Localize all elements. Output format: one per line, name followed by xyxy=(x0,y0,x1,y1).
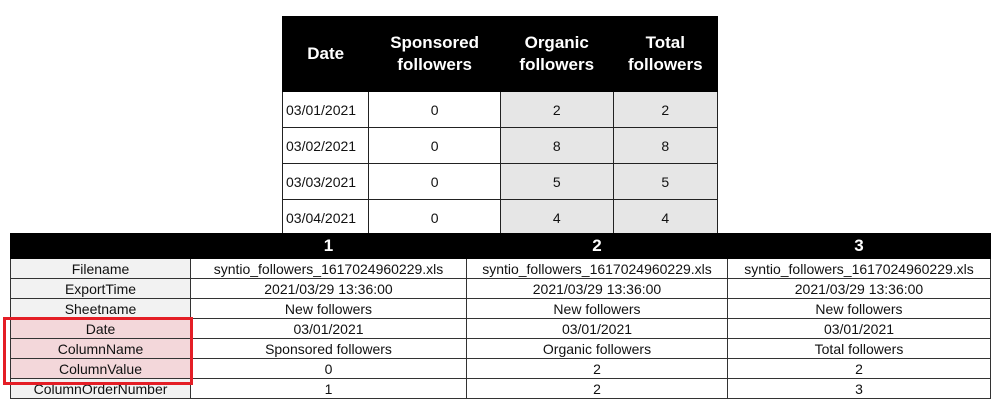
table-row xyxy=(283,128,718,164)
source-table xyxy=(282,16,718,236)
table-cell: New followers xyxy=(467,299,728,319)
table-row xyxy=(11,339,991,359)
header-column-2: 2 xyxy=(467,234,728,259)
sponsored-cell: 0 xyxy=(369,128,501,164)
organic-cell: 2 xyxy=(500,92,613,128)
table-row xyxy=(11,259,991,279)
header-date: Date xyxy=(283,17,369,92)
table-row xyxy=(11,279,991,299)
table-row xyxy=(11,359,991,379)
date-cell: 03/04/2021 xyxy=(283,200,369,236)
table-cell: 0 xyxy=(191,359,467,379)
header-column-1: 1 xyxy=(191,234,467,259)
organic-cell: 4 xyxy=(500,200,613,236)
total-cell: 5 xyxy=(613,164,717,200)
header-column-3: 3 xyxy=(728,234,991,259)
sponsored-cell: 0 xyxy=(369,92,501,128)
row-label-columnname: ColumnName xyxy=(11,339,191,359)
table-cell: syntio_followers_1617024960229.xls xyxy=(728,259,991,279)
table-cell: New followers xyxy=(191,299,467,319)
row-label-date: Date xyxy=(11,319,191,339)
table-cell: 2 xyxy=(728,359,991,379)
total-cell: 2 xyxy=(613,92,717,128)
row-label-sheetname: Sheetname xyxy=(11,299,191,319)
date-cell: 03/02/2021 xyxy=(283,128,369,164)
table-row xyxy=(283,92,718,128)
table-cell: 3 xyxy=(728,379,991,399)
table-cell: 2021/03/29 13:36:00 xyxy=(191,279,467,299)
unpivoted-header-row xyxy=(11,234,991,259)
date-cell: 03/01/2021 xyxy=(283,92,369,128)
row-label-filename: Filename xyxy=(11,259,191,279)
table-cell: 1 xyxy=(191,379,467,399)
table-cell: Sponsored followers xyxy=(191,339,467,359)
source-table-header-row xyxy=(283,17,718,92)
header-blank xyxy=(11,234,191,259)
table-cell: Total followers xyxy=(728,339,991,359)
sponsored-cell: 0 xyxy=(369,164,501,200)
header-organic-followers: Organic followers xyxy=(500,17,613,92)
table-cell: 03/01/2021 xyxy=(728,319,991,339)
date-cell: 03/03/2021 xyxy=(283,164,369,200)
row-label-columnordernumber: ColumnOrderNumber xyxy=(11,379,191,399)
table-cell: 03/01/2021 xyxy=(191,319,467,339)
table-row xyxy=(283,164,718,200)
row-label-columnvalue: ColumnValue xyxy=(11,359,191,379)
header-total-followers: Total followers xyxy=(613,17,717,92)
total-cell: 8 xyxy=(613,128,717,164)
table-row xyxy=(11,379,991,399)
table-row xyxy=(11,319,991,339)
total-cell: 4 xyxy=(613,200,717,236)
table-cell: 2021/03/29 13:36:00 xyxy=(728,279,991,299)
table-cell: 2 xyxy=(467,359,728,379)
table-cell: 2021/03/29 13:36:00 xyxy=(467,279,728,299)
header-sponsored-followers: Sponsored followers xyxy=(369,17,501,92)
table-cell: 03/01/2021 xyxy=(467,319,728,339)
table-cell: syntio_followers_1617024960229.xls xyxy=(467,259,728,279)
table-row xyxy=(283,200,718,236)
table-row xyxy=(11,299,991,319)
table-cell: Organic followers xyxy=(467,339,728,359)
unpivoted-table xyxy=(10,233,991,399)
organic-cell: 5 xyxy=(500,164,613,200)
sponsored-cell: 0 xyxy=(369,200,501,236)
table-cell: New followers xyxy=(728,299,991,319)
table-cell: syntio_followers_1617024960229.xls xyxy=(191,259,467,279)
table-cell: 2 xyxy=(467,379,728,399)
row-label-exporttime: ExportTime xyxy=(11,279,191,299)
organic-cell: 8 xyxy=(500,128,613,164)
